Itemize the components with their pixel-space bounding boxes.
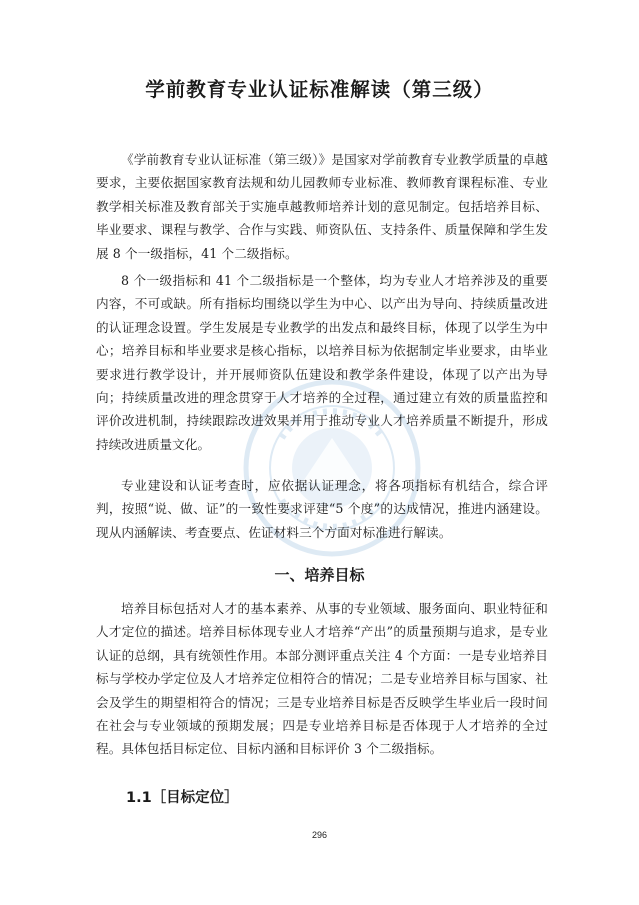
section-paragraph bbox=[96, 597, 548, 764]
sub-heading: 1.1［目标定位］ bbox=[126, 790, 239, 806]
paragraph-text: 专业建设和认证考查时，应依据认证理念，将各项指标有机结合，综合评判，按照“说、做、证”的一致性要求评建“5 个度”的达成情况，推进内涵建设。现从内涵解读、考查要点、佐证材料三个方面对标准进行解读。 bbox=[96, 478, 548, 540]
intro-paragraph-2 bbox=[96, 269, 548, 459]
page-number: 296 bbox=[311, 830, 328, 840]
document-title: 学前教育专业认证标准解读（第三级） bbox=[145, 78, 494, 101]
paragraph-text: 8 个一级指标和 41 个二级指标是一个整体，均为专业人才培养涉及的重要内容，不可或缺。所有指标均围绕以学生为中心、以产出为导向、持续质量改进的认证理念设置。学生发展是专业教学的出发点和最终目标，体现了以学生为中心；培养目标和毕业要求是核心指标，以培养目标为依据制定毕业要求，由毕业要求进行教学设计，并开展师资队伍建设和教学条件建设，体现了以产出为导向；持续质量改进的理念贯穿于人才培养的全过程，通过建立有效的质量监控和评价改进机制，持续跟踪改进效果并用于推动专业人才培养质量不断提升，形成持续改进质量文化。 bbox=[96, 273, 548, 452]
intro-paragraph-3 bbox=[96, 474, 548, 547]
paragraph-text: 《学前教育专业认证标准（第三级）》是国家对学前教育专业教学质量的卓越要求，主要依据国家教育法规和幼儿园教师专业标准、教师教育课程标准、专业教学相关标准及教育部关于实施卓越教师培养计划的意见制定。包括培养目标、毕业要求、课程与教学、合作与实践、师资队伍、支持条件、质量保障和学生发展 8 个一级指标，41 个二级指标。 bbox=[96, 152, 548, 261]
paragraph-text: 培养目标包括对人才的基本素养、从事的专业领域、服务面向、职业特征和人才定位的描述。培养目标体现专业人才培养“产出”的质量预期与追求，是专业认证的总纲，具有统领性作用。本部分测评重点关注 4 个方面：一是专业培养目标与学校办学定位及人才培养定位相符合的情况；二是专业培养目标与国家、社会及学生的期望相符合的情况；三是专业培养目标是否反映学生毕业后一段时间在社会与专业领域的预期发展；四是专业培养目标是否体现于人才培养的全过程。具体包括目标定位、目标内涵和目标评价 3 个二级指标。 bbox=[96, 601, 548, 757]
intro-paragraph-1 bbox=[96, 148, 548, 268]
section-heading: 一、培养目标 bbox=[274, 566, 365, 584]
